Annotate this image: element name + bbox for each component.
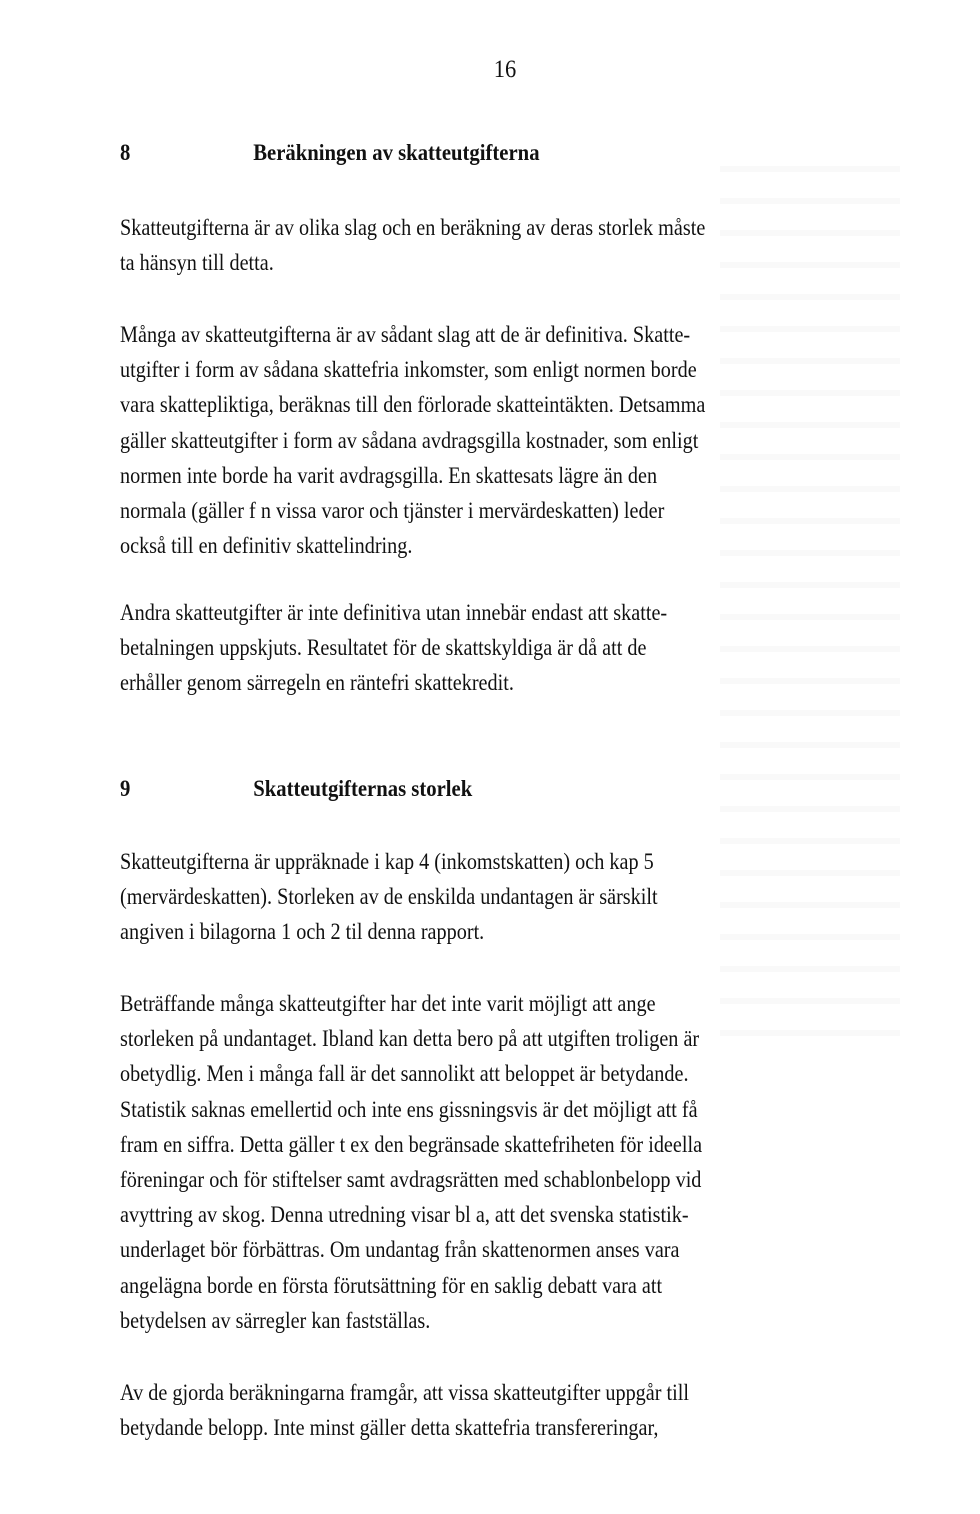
text-line: storleken på undantaget. Ibland kan detta bero på att utgiften troligen är bbox=[120, 1026, 700, 1053]
text-line: Statistik saknas emellertid och inte ens gissningsvis är det möjligt att få bbox=[120, 1096, 698, 1123]
text-line: underlaget bör förbättras. Om undantag från skattenormen anses vara bbox=[120, 1237, 680, 1264]
text-line: också till en definitiv skattelindring. bbox=[120, 533, 413, 560]
text-line: gäller skatteutgifter i form av sådana avdragsgilla kostnader, som enligt bbox=[120, 427, 699, 454]
section-number: 9 bbox=[120, 776, 131, 801]
text-line: normen inte borde ha varit avdragsgilla. En skattesats lägre än den bbox=[120, 462, 658, 489]
text-line: avyttring av skog. Denna utredning visar bl a, att det svenska statistik- bbox=[120, 1202, 689, 1229]
text-line: Beträffande många skatteutgifter har det inte varit möjligt att ange bbox=[120, 991, 656, 1017]
paragraph bbox=[120, 211, 801, 281]
text-line: obetydlig. Men i många fall är det sannolikt att beloppet är betydande. bbox=[120, 1061, 689, 1088]
section-title: Beräkningen av skatteutgifterna bbox=[253, 140, 540, 165]
section-title: Skatteutgifternas storlek bbox=[253, 776, 473, 801]
paragraph bbox=[120, 1376, 782, 1446]
text-line: Skatteutgifterna är uppräknade i kap 4 (inkomstskatten) och kap 5 bbox=[120, 849, 654, 875]
text-line: utgifter i form av sådana skattefria inkomster, som enligt normen borde bbox=[120, 357, 697, 384]
text-line: angelägna borde en första förutsättning för en saklig debatt vara att bbox=[120, 1272, 663, 1299]
text-line: föreningar och för stiftelser samt avdragsrätten med schablonbelopp vid bbox=[120, 1167, 702, 1194]
text-line: Andra skatteutgifter är inte definitiva utan innebär endast att skatte- bbox=[120, 600, 668, 626]
text-line: Av de gjorda beräkningarna framgår, att vissa skatteutgifter uppgår till bbox=[120, 1380, 689, 1406]
text-line: vara skattepliktiga, beräknas till den förlorade skatteintäkten. Detsamma bbox=[120, 392, 706, 419]
text-line: fram en siffra. Detta gäller t ex den begränsade skattefriheten för ideella bbox=[120, 1131, 703, 1158]
text-line: angiven i bilagorna 1 och 2 til denna rapport. bbox=[120, 919, 485, 946]
text-line: erhåller genom särregeln en räntefri skattekredit. bbox=[120, 670, 514, 697]
text-line: Många av skatteutgifterna är av sådant slag att de är definitiva. Skatte- bbox=[120, 322, 691, 348]
text-line: betydande belopp. Inte minst gäller detta skattefria transfereringar, bbox=[120, 1415, 659, 1442]
text-line: normala (gäller f n vissa varor och tjänster i mervärdeskatten) leder bbox=[120, 498, 665, 525]
paragraph bbox=[120, 318, 801, 564]
section-number: 8 bbox=[120, 140, 131, 165]
text-line: ta hänsyn till detta. bbox=[120, 250, 274, 277]
section-heading-8 bbox=[120, 140, 540, 166]
page-number: 16 bbox=[493, 56, 517, 83]
text-line: betydelsen av särregler kan fastställas. bbox=[120, 1307, 431, 1334]
paragraph bbox=[120, 596, 756, 702]
section-heading-9 bbox=[120, 776, 472, 802]
paragraph bbox=[120, 987, 797, 1339]
text-line: betalningen uppskjuts. Resultatet för de skattskyldiga är då att de bbox=[120, 635, 647, 662]
paragraph bbox=[120, 845, 745, 951]
text-line: (mervärdeskatten). Storleken av de enskilda undantagen är särskilt bbox=[120, 884, 658, 911]
text-line: Skatteutgifterna är av olika slag och en beräkning av deras storlek måste bbox=[120, 215, 706, 241]
